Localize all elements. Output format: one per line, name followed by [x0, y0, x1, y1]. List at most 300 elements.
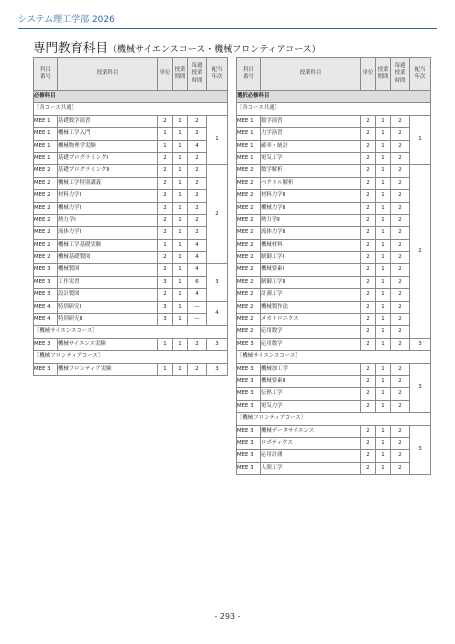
course-row [237, 227, 431, 239]
credits: 2 [361, 338, 376, 350]
credits: 2 [361, 128, 376, 140]
weekly-hours: 2 [391, 462, 410, 474]
weekly-hours: 2 [391, 115, 410, 127]
term: 1 [376, 115, 391, 127]
credits: 2 [361, 140, 376, 152]
course-name: 材料力学Ⅰ [58, 190, 158, 202]
course-code: MEE 2 [237, 177, 261, 189]
course-code: MEE 2 [237, 289, 261, 301]
term: 1 [173, 239, 188, 251]
credits: 1 [158, 140, 173, 152]
credits: 2 [361, 326, 376, 338]
section-row [34, 91, 228, 103]
credits: 2 [158, 165, 173, 177]
credits: 2 [361, 425, 376, 437]
course-name: 流体力学Ⅱ [261, 227, 361, 239]
weekly-hours: 2 [188, 128, 207, 140]
weekly-hours: 2 [391, 375, 410, 387]
credits: 2 [158, 289, 173, 301]
weekly-hours: 2 [188, 165, 207, 177]
credits: 2 [158, 252, 173, 264]
weekly-hours: 2 [391, 190, 410, 202]
weekly-hours: — [188, 301, 207, 313]
weekly-hours: 2 [391, 264, 410, 276]
weekly-hours: 2 [391, 276, 410, 288]
course-code: MEE 1 [34, 140, 58, 152]
course-code: MEE 2 [237, 264, 261, 276]
col-hours-header: 毎週 授業 時間 [391, 58, 410, 91]
course-code: MEE 2 [34, 227, 58, 239]
credits: 2 [361, 363, 376, 375]
required-courses-table [33, 57, 228, 376]
credits: 2 [158, 190, 173, 202]
course-name: 機械材料 [261, 239, 361, 251]
term: 1 [376, 425, 391, 437]
credits: 2 [361, 462, 376, 474]
credits: 1 [158, 363, 173, 375]
group-row [34, 103, 228, 115]
term: 1 [173, 276, 188, 288]
term: 1 [173, 301, 188, 313]
course-row [237, 239, 431, 251]
course-row [34, 214, 228, 226]
course-name: 機械加工学 [261, 363, 361, 375]
course-row [34, 301, 228, 313]
weekly-hours: 2 [391, 140, 410, 152]
credits: 2 [158, 214, 173, 226]
weekly-hours: 2 [188, 190, 207, 202]
course-code: MEE 3 [237, 338, 261, 350]
section-row [237, 91, 431, 103]
course-code: MEE 2 [34, 177, 58, 189]
course-name: 数学解析 [261, 165, 361, 177]
course-row [237, 425, 431, 437]
credits: 2 [361, 252, 376, 264]
course-name: 特別研究Ⅰ [58, 301, 158, 313]
weekly-hours: 4 [188, 252, 207, 264]
course-row [237, 338, 431, 350]
course-name: 電気力学 [261, 400, 361, 412]
weekly-hours: 2 [391, 214, 410, 226]
weekly-hours: 6 [188, 276, 207, 288]
credits: 2 [361, 388, 376, 400]
assigned-year: 2 [207, 165, 228, 264]
term: 1 [173, 177, 188, 189]
credits: 3 [158, 301, 173, 313]
term: 1 [173, 252, 188, 264]
credits: 2 [361, 239, 376, 251]
course-row [237, 264, 431, 276]
course-row [34, 264, 228, 276]
col-name-header: 授業科目 [58, 58, 158, 91]
group-row [237, 351, 431, 363]
course-code: MEE 2 [237, 301, 261, 313]
col-code-header: 科目 番号 [237, 58, 261, 91]
course-name: 機械サイエンス実験 [58, 338, 158, 350]
term: 1 [376, 165, 391, 177]
group-label: ［機械サイエンスコース］ [237, 351, 431, 363]
credits: 3 [158, 276, 173, 288]
course-row [237, 202, 431, 214]
credits: 2 [361, 177, 376, 189]
col-credits-header: 単位 [361, 58, 376, 91]
term: 1 [376, 239, 391, 251]
term: 1 [173, 165, 188, 177]
credits: 2 [158, 202, 173, 214]
term: 1 [173, 227, 188, 239]
course-row [34, 276, 228, 288]
weekly-hours: 2 [391, 165, 410, 177]
term: 1 [173, 214, 188, 226]
term: 1 [376, 152, 391, 164]
term: 1 [173, 289, 188, 301]
course-code: MEE 2 [237, 314, 261, 326]
course-row [237, 363, 431, 375]
course-code: MEE 3 [34, 338, 58, 350]
course-name: 機械物理学実験 [58, 140, 158, 152]
course-code: MEE 2 [237, 252, 261, 264]
course-name: 数学演習 [261, 115, 361, 127]
course-code: MEE 2 [237, 190, 261, 202]
course-row [237, 450, 431, 462]
term: 1 [173, 152, 188, 164]
course-row [237, 165, 431, 177]
term: 1 [376, 388, 391, 400]
weekly-hours: 2 [188, 152, 207, 164]
weekly-hours: 2 [188, 227, 207, 239]
course-row [34, 363, 228, 375]
assigned-year: 2 [410, 165, 431, 338]
course-row [237, 437, 431, 449]
weekly-hours: 2 [391, 450, 410, 462]
weekly-hours: 2 [391, 400, 410, 412]
course-code: MEE 2 [237, 227, 261, 239]
header-row [34, 58, 228, 91]
col-year-header: 配当 年次 [207, 58, 228, 91]
course-code: MEE 1 [237, 115, 261, 127]
header-rule [18, 28, 437, 29]
course-row [34, 239, 228, 251]
course-code: MEE 1 [237, 140, 261, 152]
course-row [237, 289, 431, 301]
credits: 2 [158, 264, 173, 276]
section-label: 必修科目 [34, 91, 228, 103]
course-code: MEE 4 [34, 301, 58, 313]
course-row [237, 314, 431, 326]
term: 1 [376, 289, 391, 301]
credits: 2 [361, 450, 376, 462]
course-name: 熱力学Ⅱ [261, 214, 361, 226]
term: 1 [376, 437, 391, 449]
term: 1 [173, 190, 188, 202]
assigned-year: 1 [207, 115, 228, 165]
course-code: MEE 3 [34, 363, 58, 375]
col-code-header: 科目 番号 [34, 58, 58, 91]
course-row [34, 128, 228, 140]
group-label: ［機械フロンティアコース］ [237, 413, 431, 425]
assigned-year: 3 [410, 425, 431, 475]
course-code: MEE 2 [237, 165, 261, 177]
weekly-hours: 2 [391, 326, 410, 338]
course-name: 機械製作法 [261, 301, 361, 313]
credits: 2 [361, 276, 376, 288]
course-row [34, 140, 228, 152]
course-name: 制御工学Ⅱ [261, 276, 361, 288]
weekly-hours: — [188, 314, 207, 326]
weekly-hours: 4 [188, 264, 207, 276]
course-row [237, 177, 431, 189]
course-row [34, 202, 228, 214]
weekly-hours: 2 [391, 202, 410, 214]
course-name: 機械工学入門 [58, 128, 158, 140]
course-code: MEE 2 [34, 202, 58, 214]
col-credits-header: 単位 [158, 58, 173, 91]
course-code: MEE 4 [34, 314, 58, 326]
term: 1 [173, 140, 188, 152]
course-name: 応用計測 [261, 450, 361, 462]
credits: 2 [361, 437, 376, 449]
course-row [237, 388, 431, 400]
course-name: 応用数学 [261, 338, 361, 350]
credits: 1 [158, 338, 173, 350]
course-code: MEE 2 [237, 202, 261, 214]
assigned-year: 3 [207, 338, 228, 350]
course-name: 電気工学 [261, 152, 361, 164]
term: 1 [376, 227, 391, 239]
course-row [237, 140, 431, 152]
group-label: ［各コース共通］ [34, 103, 228, 115]
course-name: ロボティクス [261, 437, 361, 449]
course-name: 機械データサイエンス [261, 425, 361, 437]
course-code: MEE 2 [237, 239, 261, 251]
weekly-hours: 2 [391, 152, 410, 164]
header-row [237, 58, 431, 91]
term: 1 [376, 301, 391, 313]
course-row [34, 252, 228, 264]
course-name: 機械力学Ⅱ [261, 202, 361, 214]
credits: 2 [361, 152, 376, 164]
weekly-hours: 4 [188, 289, 207, 301]
course-code: MEE 3 [34, 276, 58, 288]
page-number: - 293 - [214, 612, 241, 621]
group-label: ［機械フロンティアコース］ [34, 351, 228, 363]
course-name: 制御工学Ⅰ [261, 252, 361, 264]
term: 1 [173, 128, 188, 140]
weekly-hours: 2 [391, 388, 410, 400]
course-name: ベクトル解析 [261, 177, 361, 189]
weekly-hours: 2 [391, 252, 410, 264]
course-code: MEE 2 [237, 276, 261, 288]
course-row [34, 115, 228, 127]
term: 1 [173, 338, 188, 350]
course-code: MEE 3 [237, 462, 261, 474]
weekly-hours: 2 [188, 115, 207, 127]
course-name: 工作実習 [58, 276, 158, 288]
course-name: 熱力学Ⅰ [58, 214, 158, 226]
course-row [237, 301, 431, 313]
assigned-year: 3 [207, 363, 228, 375]
term: 1 [376, 177, 391, 189]
course-code: MEE 2 [34, 239, 58, 251]
course-row [34, 289, 228, 301]
section-label: 選択必修科目 [237, 91, 431, 103]
course-name: 設計製図 [58, 289, 158, 301]
term: 1 [376, 264, 391, 276]
course-name: 応用数学 [261, 326, 361, 338]
term: 1 [376, 326, 391, 338]
course-code: MEE 2 [237, 214, 261, 226]
course-name: メカトロニクス [261, 314, 361, 326]
term: 1 [173, 314, 188, 326]
course-code: MEE 1 [237, 128, 261, 140]
credits: 2 [361, 314, 376, 326]
weekly-hours: 2 [391, 128, 410, 140]
credits: 2 [361, 214, 376, 226]
course-row [237, 276, 431, 288]
course-row [34, 338, 228, 350]
course-name: 機械基礎製図 [58, 252, 158, 264]
course-code: MEE 2 [34, 190, 58, 202]
title-subtitle: （機械サイエンスコース・機械フロンティアコース） [108, 45, 321, 55]
credits: 2 [361, 190, 376, 202]
course-row [34, 177, 228, 189]
course-name: 基礎プログラミングⅡ [58, 165, 158, 177]
group-row [237, 103, 431, 115]
course-row [34, 314, 228, 326]
group-row [34, 351, 228, 363]
course-name: 機械工学特別講義 [58, 177, 158, 189]
course-name: 力学演習 [261, 128, 361, 140]
credits: 2 [158, 115, 173, 127]
col-term-header: 授業 期間 [173, 58, 188, 91]
course-code: MEE 2 [34, 252, 58, 264]
title-main: 専門教育科目 [33, 40, 109, 55]
credits: 2 [361, 165, 376, 177]
course-name: 特別研究Ⅱ [58, 314, 158, 326]
term: 1 [376, 140, 391, 152]
course-name: 基礎数学演習 [58, 115, 158, 127]
course-name: 機械工学基礎実験 [58, 239, 158, 251]
weekly-hours: 2 [391, 437, 410, 449]
term: 1 [173, 363, 188, 375]
course-name: 機械フロンティア実験 [58, 363, 158, 375]
term: 1 [376, 450, 391, 462]
course-code: MEE 1 [34, 128, 58, 140]
course-name: 機械力学Ⅰ [58, 202, 158, 214]
course-code: MEE 2 [237, 326, 261, 338]
course-name: 基礎プログラミングⅠ [58, 152, 158, 164]
credits: 2 [158, 152, 173, 164]
col-year-header: 配当 年次 [410, 58, 431, 91]
group-label: ［機械サイエンスコース］ [34, 326, 228, 338]
term: 1 [376, 400, 391, 412]
weekly-hours: 2 [391, 289, 410, 301]
credits: 1 [158, 128, 173, 140]
course-name: 機械要素Ⅰ [261, 264, 361, 276]
credits: 2 [361, 115, 376, 127]
col-hours-header: 毎週 授業 時間 [188, 58, 207, 91]
credits: 2 [361, 202, 376, 214]
elective-required-courses-table [236, 57, 431, 475]
course-row [237, 190, 431, 202]
course-code: MEE 1 [34, 152, 58, 164]
course-code: MEE 2 [34, 214, 58, 226]
credits: 2 [361, 264, 376, 276]
weekly-hours: 2 [391, 425, 410, 437]
term: 1 [376, 363, 391, 375]
credits: 2 [361, 375, 376, 387]
page-title [33, 38, 321, 56]
col-name-header: 授業科目 [261, 58, 361, 91]
weekly-hours: 2 [188, 363, 207, 375]
course-code: MEE 3 [34, 264, 58, 276]
group-row [34, 326, 228, 338]
credits: 2 [158, 177, 173, 189]
weekly-hours: 4 [188, 239, 207, 251]
course-code: MEE 1 [237, 152, 261, 164]
term: 1 [376, 314, 391, 326]
running-header: システム理工学部 2026 [18, 15, 115, 25]
assigned-year: 3 [410, 363, 431, 413]
course-code: MEE 3 [237, 363, 261, 375]
weekly-hours: 2 [188, 338, 207, 350]
course-code: MEE 3 [237, 388, 261, 400]
term: 1 [376, 276, 391, 288]
assigned-year: 1 [410, 115, 431, 165]
term: 1 [376, 128, 391, 140]
course-row [237, 462, 431, 474]
course-name: 機械製図 [58, 264, 158, 276]
course-row [34, 152, 228, 164]
credits: 2 [158, 227, 173, 239]
col-term-header: 授業 期間 [376, 58, 391, 91]
credits: 2 [361, 289, 376, 301]
term: 1 [376, 338, 391, 350]
weekly-hours: 2 [391, 363, 410, 375]
course-row [34, 227, 228, 239]
course-code: MEE 3 [237, 400, 261, 412]
weekly-hours: 2 [188, 214, 207, 226]
course-row [237, 128, 431, 140]
credits: 2 [361, 301, 376, 313]
term: 1 [376, 462, 391, 474]
term: 1 [173, 264, 188, 276]
course-code: MEE 3 [237, 425, 261, 437]
course-row [237, 375, 431, 387]
course-row [237, 326, 431, 338]
credits: 3 [158, 314, 173, 326]
weekly-hours: 4 [188, 140, 207, 152]
weekly-hours: 2 [391, 301, 410, 313]
assigned-year: 4 [207, 301, 228, 326]
weekly-hours: 2 [391, 239, 410, 251]
course-code: MEE 3 [237, 375, 261, 387]
weekly-hours: 2 [391, 177, 410, 189]
course-code: MEE 1 [34, 115, 58, 127]
course-code: MEE 3 [34, 289, 58, 301]
course-row [237, 152, 431, 164]
course-row [237, 252, 431, 264]
course-name: 計測工学 [261, 289, 361, 301]
assigned-year: 3 [410, 338, 431, 350]
term: 1 [376, 190, 391, 202]
term: 1 [376, 375, 391, 387]
course-code: MEE 2 [34, 165, 58, 177]
course-name: 確率・統計 [261, 140, 361, 152]
weekly-hours: 2 [391, 314, 410, 326]
term: 1 [173, 202, 188, 214]
course-code: MEE 3 [237, 450, 261, 462]
